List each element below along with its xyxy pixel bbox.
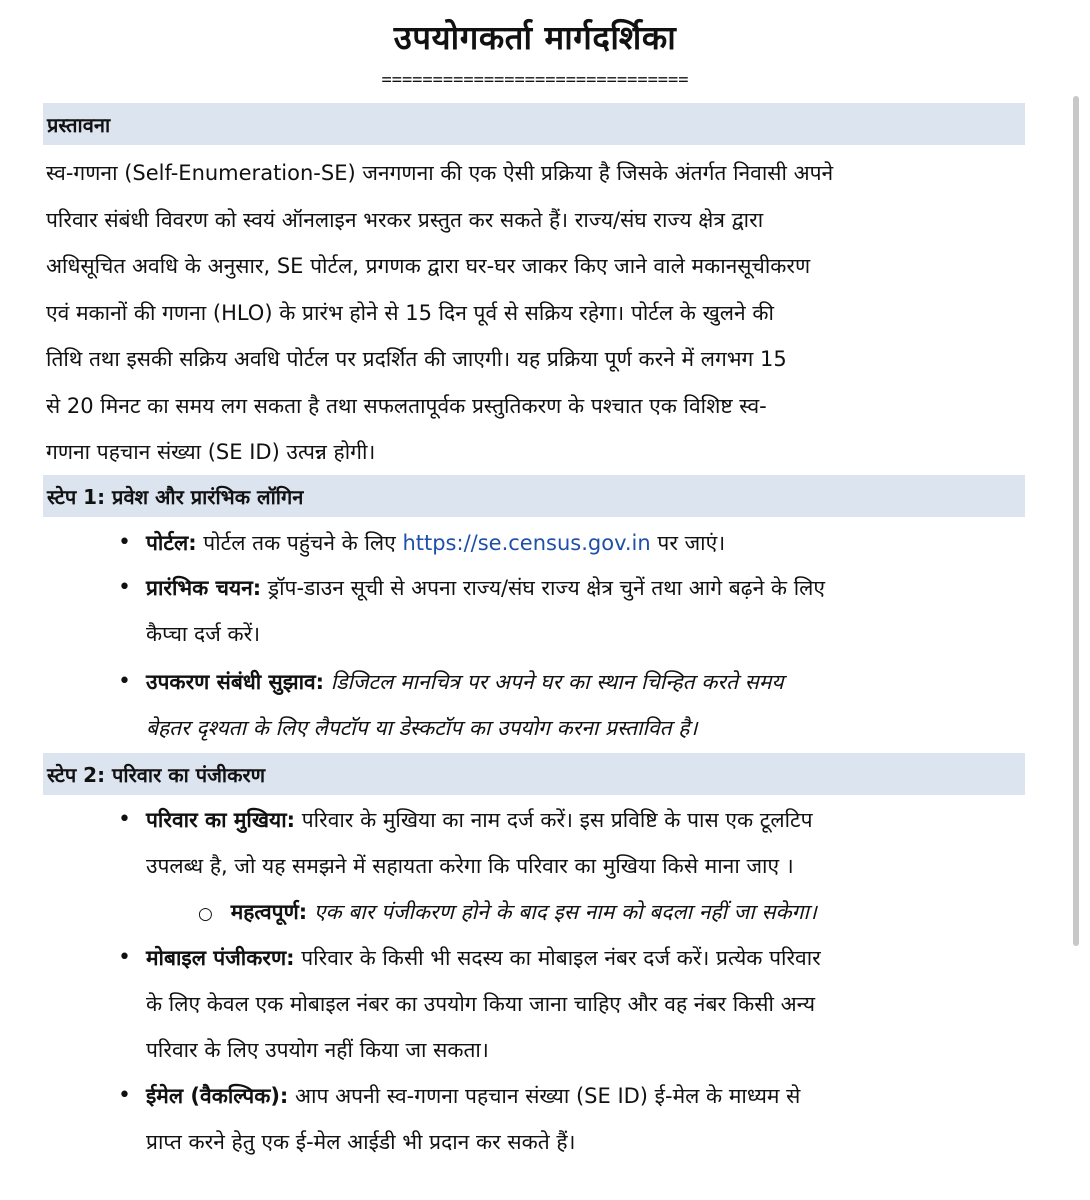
portal-text-before: पोर्टल तक पहुंचने के लिए	[203, 531, 396, 555]
email-text-line2: प्राप्त करने हेतु एक ई-मेल आईडी भी प्रदान कर सकते हैं।	[146, 1130, 576, 1154]
selection-text-line2: कैप्चा दर्ज करें।	[146, 622, 261, 646]
portal-label: पोर्टल:	[146, 531, 197, 555]
bullet-marker: •	[118, 807, 131, 832]
section-heading-step2: स्टेप 2: परिवार का पंजीकरण	[43, 753, 1025, 795]
circle-marker: ○	[198, 904, 213, 924]
section-heading-step1: स्टेप 1: प्रवेश और प्रारंभिक लॉगिन	[43, 475, 1025, 517]
head-of-family-label: परिवार का मुखिया:	[146, 808, 296, 832]
selection-label: प्रारंभिक चयन:	[146, 576, 262, 600]
device-tip-label: उपकरण संबंधी सुझाव:	[146, 670, 325, 694]
bullet-marker: •	[118, 669, 131, 694]
bullet-marker: •	[118, 530, 131, 555]
sub-item-important	[198, 889, 1024, 937]
device-tip-text-line2: बेहतर दृश्यता के लिए लैपटॉप या डेस्कटॉप का उपयोग करना प्रस्तावित है।	[146, 716, 698, 740]
section-heading-intro: प्रस्तावना	[43, 103, 1025, 145]
important-text: एक बार पंजीकरण होने के बाद इस नाम को बदला नहीं जा सकेगा।	[313, 900, 817, 924]
important-label: महत्वपूर्ण:	[230, 900, 308, 924]
intro-line-7: गणना पहचान संख्या (SE ID) उत्पन्न होगी।	[46, 440, 376, 464]
email-text-line1: आप अपनी स्व-गणना पहचान संख्या (SE ID) ई-मेल के माध्यम से	[295, 1084, 801, 1108]
document-title: उपयोगकर्ता मार्गदर्शिका	[393, 18, 677, 57]
census-portal-link[interactable]: https://se.census.gov.in	[402, 531, 651, 555]
title-underline-rule: ==============================	[381, 70, 689, 90]
bullet-marker: •	[118, 945, 131, 970]
bullet-marker: •	[118, 1083, 131, 1108]
intro-line-2: परिवार संबंधी विवरण को स्वयं ऑनलाइन भरकर प्रस्तुत कर सकते हैं। राज्य/संघ राज्य क्षेत्र द्वारा	[46, 207, 764, 232]
mobile-text-line3: परिवार के लिए उपयोग नहीं किया जा सकता।	[146, 1038, 489, 1062]
intro-line-5: तिथि तथा इसकी सक्रिय अवधि पोर्टल पर प्रदर्शित की जाएगी। यह प्रक्रिया पूर्ण करने में लगभग 15	[46, 347, 787, 371]
intro-line-3: अधिसूचित अवधि के अनुसार, SE पोर्टल, प्रगणक द्वारा घर-घर जाकर किए जाने वाले मकानसूचीकरण	[46, 254, 811, 278]
mobile-text-line1: परिवार के किसी भी सदस्य का मोबाइल नंबर दर्ज करें। प्रत्येक परिवार	[301, 946, 821, 970]
intro-line-6: से 20 मिनट का समय लग सकता है तथा सफलतापूर्वक प्रस्तुतिकरण के पश्चात एक विशिष्ट स्व-	[46, 393, 767, 418]
bullet-marker: •	[118, 575, 131, 600]
intro-line-1: स्व-गणना (Self-Enumeration-SE) जनगणना की एक ऐसी प्रक्रिया है जिसके अंतर्गत निवासी अपने	[46, 161, 834, 185]
intro-line-4: एवं मकानों की गणना (HLO) के प्रारंभ होने से 15 दिन पूर्व से सक्रिय रहेगा। पोर्टल के खुलने की	[46, 300, 774, 325]
portal-text-after: पर जाएं।	[657, 531, 726, 555]
vertical-scrollbar[interactable]	[1072, 0, 1082, 1200]
mobile-label: मोबाइल पंजीकरण:	[146, 946, 295, 970]
head-of-family-text-line1: परिवार के मुखिया का नाम दर्ज करें। इस प्रविष्टि के पास एक टूलटिप	[301, 808, 813, 832]
email-label: ईमेल (वैकल्पिक):	[146, 1084, 289, 1108]
device-tip-text-line1: डिजिटल मानचित्र पर अपने घर का स्थान चिन्हित करते समय	[330, 670, 784, 694]
mobile-text-line2: के लिए केवल एक मोबाइल नंबर का उपयोग किया जाना चाहिए और वह नंबर किसी अन्य	[146, 992, 816, 1016]
head-of-family-text-line2: उपलब्ध है, जो यह समझने में सहायता करेगा कि परिवार का मुखिया किसे माना जाए ।	[146, 854, 794, 878]
selection-text-line1: ड्रॉप-डाउन सूची से अपना राज्य/संघ राज्य क्षेत्र चुनें तथा आगे बढ़ने के लिए	[267, 576, 825, 600]
intro-paragraph	[46, 150, 1024, 476]
scrollbar-thumb[interactable]	[1073, 96, 1079, 946]
